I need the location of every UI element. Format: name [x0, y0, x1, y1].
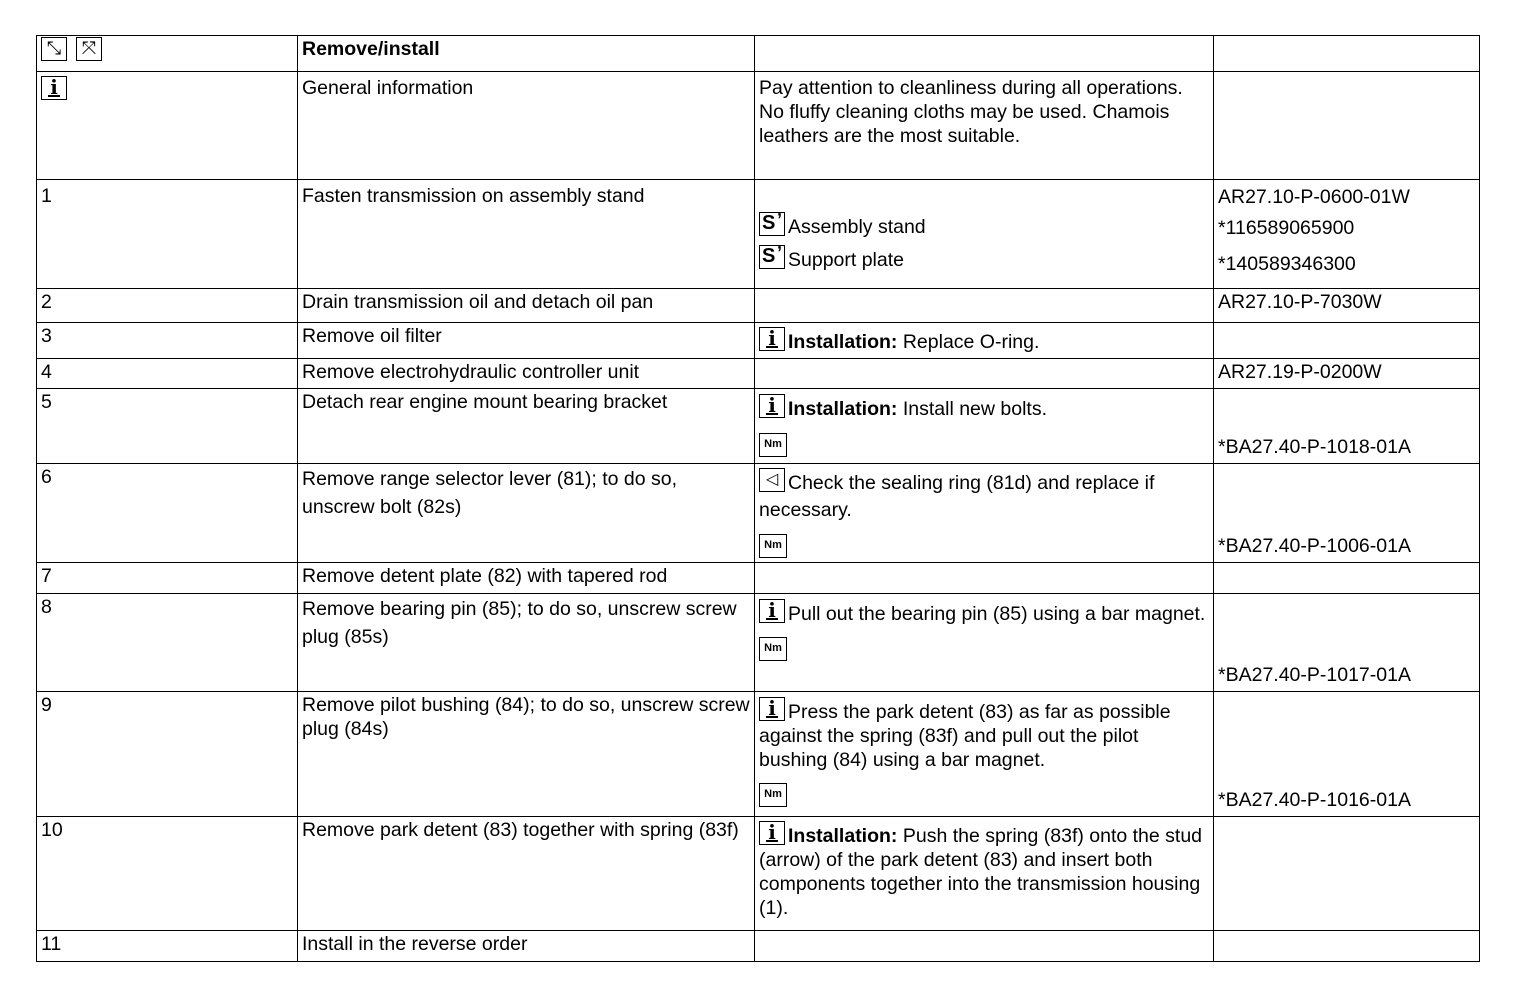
note-text: Check the sealing ring (81d) and replace if necessary. [759, 472, 1155, 521]
table-row [37, 594, 1480, 692]
step-notes [755, 817, 1214, 931]
reference-link[interactable]: AR27.19-P-0200W [1214, 359, 1480, 389]
empty-cell [1214, 563, 1480, 594]
step-number: 6 [37, 464, 298, 563]
header-title: Remove/install [298, 36, 755, 72]
step-description: Fasten transmission on assembly stand [298, 180, 755, 289]
torque-icon: Nm [759, 433, 787, 457]
note-text: Push the spring (83f) onto the stud (arrow) of the park detent (83) and insert both components together into the transmission housing (1). [759, 825, 1203, 919]
step-number: 8 [37, 594, 298, 692]
header-icons-cell [37, 36, 298, 72]
note-text: Pull out the bearing pin (85) using a bar magnet. [788, 603, 1206, 625]
step-description: Remove oil filter [298, 323, 755, 359]
torque-icon: Nm [759, 534, 787, 558]
special-tool-icon [759, 212, 785, 236]
reference-link[interactable]: *BA27.40-P-1017-01A [1214, 594, 1480, 692]
reference-link[interactable]: AR27.10-P-7030W [1214, 289, 1480, 323]
note-line [759, 394, 1209, 421]
reference-link[interactable]: *BA27.40-P-1016-01A [1214, 692, 1480, 817]
empty-cell [1214, 72, 1480, 180]
info-icon [759, 327, 785, 351]
empty-cell [1214, 817, 1480, 931]
empty-cell [755, 289, 1214, 323]
table-row [37, 692, 1480, 817]
torque-icon: Nm [759, 637, 787, 661]
empty-cell [755, 563, 1214, 594]
general-label: General information [298, 72, 755, 180]
table-row [37, 289, 1480, 323]
empty-cell [755, 36, 1214, 72]
reference-link[interactable]: *BA27.40-P-1006-01A [1214, 464, 1480, 563]
step-number: 1 [37, 180, 298, 289]
general-text: Pay attention to cleanliness during all operations. No fluffy cleaning cloths may be used. Chamois leathers are the most suitable. [755, 72, 1214, 180]
step-number: 5 [37, 389, 298, 464]
table-row [37, 817, 1480, 931]
check-icon [759, 468, 785, 492]
empty-cell [1214, 931, 1480, 962]
note-text: Press the park detent (83) as far as possible against the spring (83f) and pull out the pilot bushing (84) using a bar magnet. [759, 701, 1171, 771]
info-icon [759, 697, 785, 721]
table-row [37, 563, 1480, 594]
empty-cell [1214, 323, 1480, 359]
note-label: Installation: [788, 331, 898, 353]
table-row [37, 180, 1480, 289]
note-line [759, 599, 1209, 626]
table-row [37, 323, 1480, 359]
step-description: Remove park detent (83) together with spring (83f) [298, 817, 755, 931]
table-row [37, 36, 1480, 72]
step-refs [1214, 180, 1480, 289]
step-notes [755, 464, 1214, 563]
step-number: 9 [37, 692, 298, 817]
tool-line [759, 212, 1209, 239]
step-number: 7 [37, 563, 298, 594]
step-number: 10 [37, 817, 298, 931]
tool-line [759, 245, 1209, 272]
step-description [298, 594, 755, 692]
tool-number: *116589065900 [1218, 217, 1355, 239]
step-description [298, 464, 755, 563]
tool-number: *140589346300 [1218, 253, 1356, 275]
empty-cell [755, 359, 1214, 389]
step-notes [755, 692, 1214, 817]
step-description: Detach rear engine mount bearing bracket [298, 389, 755, 464]
table-row [37, 389, 1480, 464]
step-description: Remove detent plate (82) with tapered rod [298, 563, 755, 594]
step-description: Remove pilot bushing (84); to do so, unscrew screw plug (84s) [298, 692, 755, 817]
empty-cell [1214, 36, 1480, 72]
info-icon [759, 394, 785, 418]
step-description: Install in the reverse order [298, 931, 755, 962]
tool-label: Assembly stand [788, 216, 926, 238]
reference-link[interactable]: *BA27.40-P-1018-01A [1214, 389, 1480, 464]
step-description: Drain transmission oil and detach oil pan [298, 289, 755, 323]
step-description-text: Remove bearing pin (85); to do so, unscrew screw plug (85s) [302, 598, 737, 648]
step-notes [755, 323, 1214, 359]
empty-cell [755, 931, 1214, 962]
info-icon [759, 821, 785, 845]
special-tool-icon [759, 245, 785, 269]
note-line [759, 468, 1209, 524]
step-description-text: Remove range selector lever (81); to do so, unscrew bolt (82s) [302, 468, 678, 518]
procedure-table [36, 35, 1480, 962]
step-notes [755, 389, 1214, 464]
step-notes [755, 180, 1214, 289]
step-notes [755, 594, 1214, 692]
expand-icon[interactable] [41, 37, 67, 61]
step-number: 11 [37, 931, 298, 962]
table-row [37, 359, 1480, 389]
step-description: Remove electrohydraulic controller unit [298, 359, 755, 389]
collapse-icon[interactable] [76, 37, 102, 61]
table-row [37, 931, 1480, 962]
info-cell [37, 72, 298, 180]
table-row [37, 464, 1480, 563]
step-number: 4 [37, 359, 298, 389]
info-icon [41, 76, 67, 100]
note-text: Install new bolts. [897, 398, 1047, 420]
reference-link[interactable]: AR27.10-P-0600-01W [1218, 186, 1410, 208]
torque-icon: Nm [759, 783, 787, 807]
tool-label: Support plate [788, 249, 905, 271]
note-label: Installation: [788, 398, 898, 420]
note-line [759, 697, 1209, 772]
note-label: Installation: [788, 825, 898, 847]
step-number: 3 [37, 323, 298, 359]
info-icon [759, 599, 785, 623]
note-text: Replace O-ring. [897, 331, 1040, 353]
step-number: 2 [37, 289, 298, 323]
table-row [37, 72, 1480, 180]
